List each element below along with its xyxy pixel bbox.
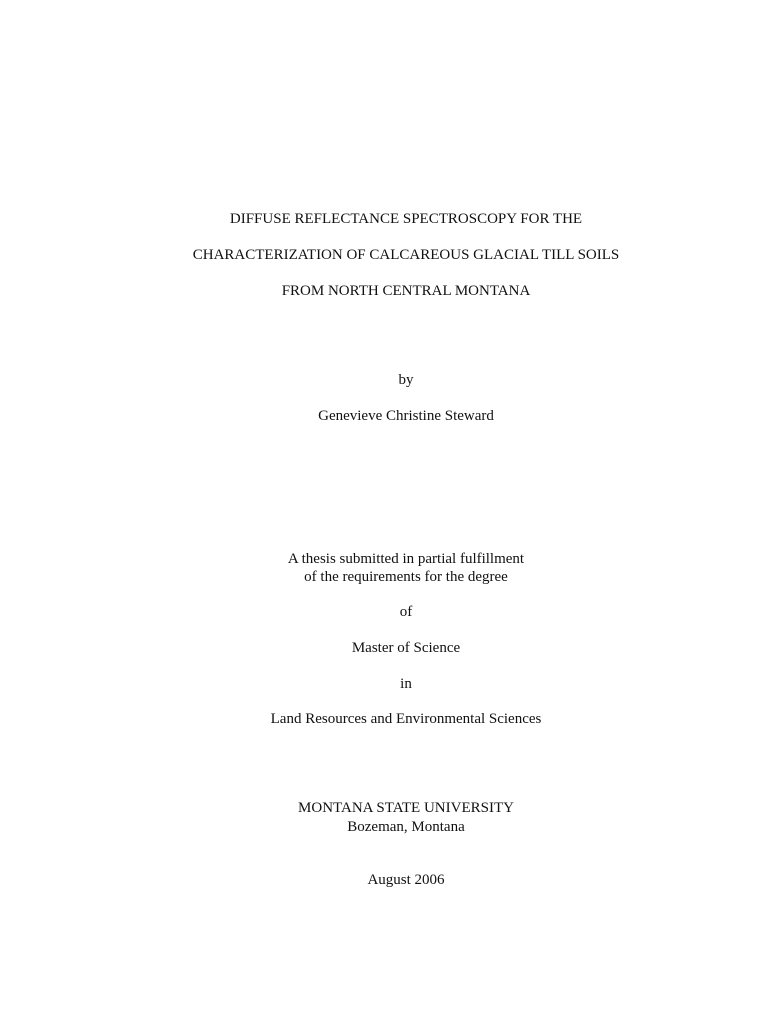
thesis-title-line-1: DIFFUSE REFLECTANCE SPECTROSCOPY FOR THE bbox=[229, 211, 583, 227]
degree-statement-line-1: A thesis submitted in partial fulfillment bbox=[287, 551, 525, 567]
author-name: Genevieve Christine Steward bbox=[318, 408, 494, 424]
field-of-study: Land Resources and Environmental Sciences bbox=[270, 711, 542, 727]
degree-statement-line-2: of the requirements for the degree bbox=[304, 569, 508, 585]
thesis-title-line-3: FROM NORTH CENTRAL MONTANA bbox=[281, 283, 531, 299]
thesis-title-line-2: CHARACTERIZATION OF CALCAREOUS GLACIAL TILL SOILS bbox=[192, 247, 620, 263]
in-label: in bbox=[400, 676, 412, 692]
degree-name: Master of Science bbox=[351, 640, 461, 656]
submission-date: August 2006 bbox=[367, 872, 445, 888]
of-label: of bbox=[399, 604, 413, 620]
university-name: MONTANA STATE UNIVERSITY bbox=[298, 800, 514, 816]
university-location: Bozeman, Montana bbox=[347, 819, 465, 835]
by-label: by bbox=[398, 372, 414, 388]
